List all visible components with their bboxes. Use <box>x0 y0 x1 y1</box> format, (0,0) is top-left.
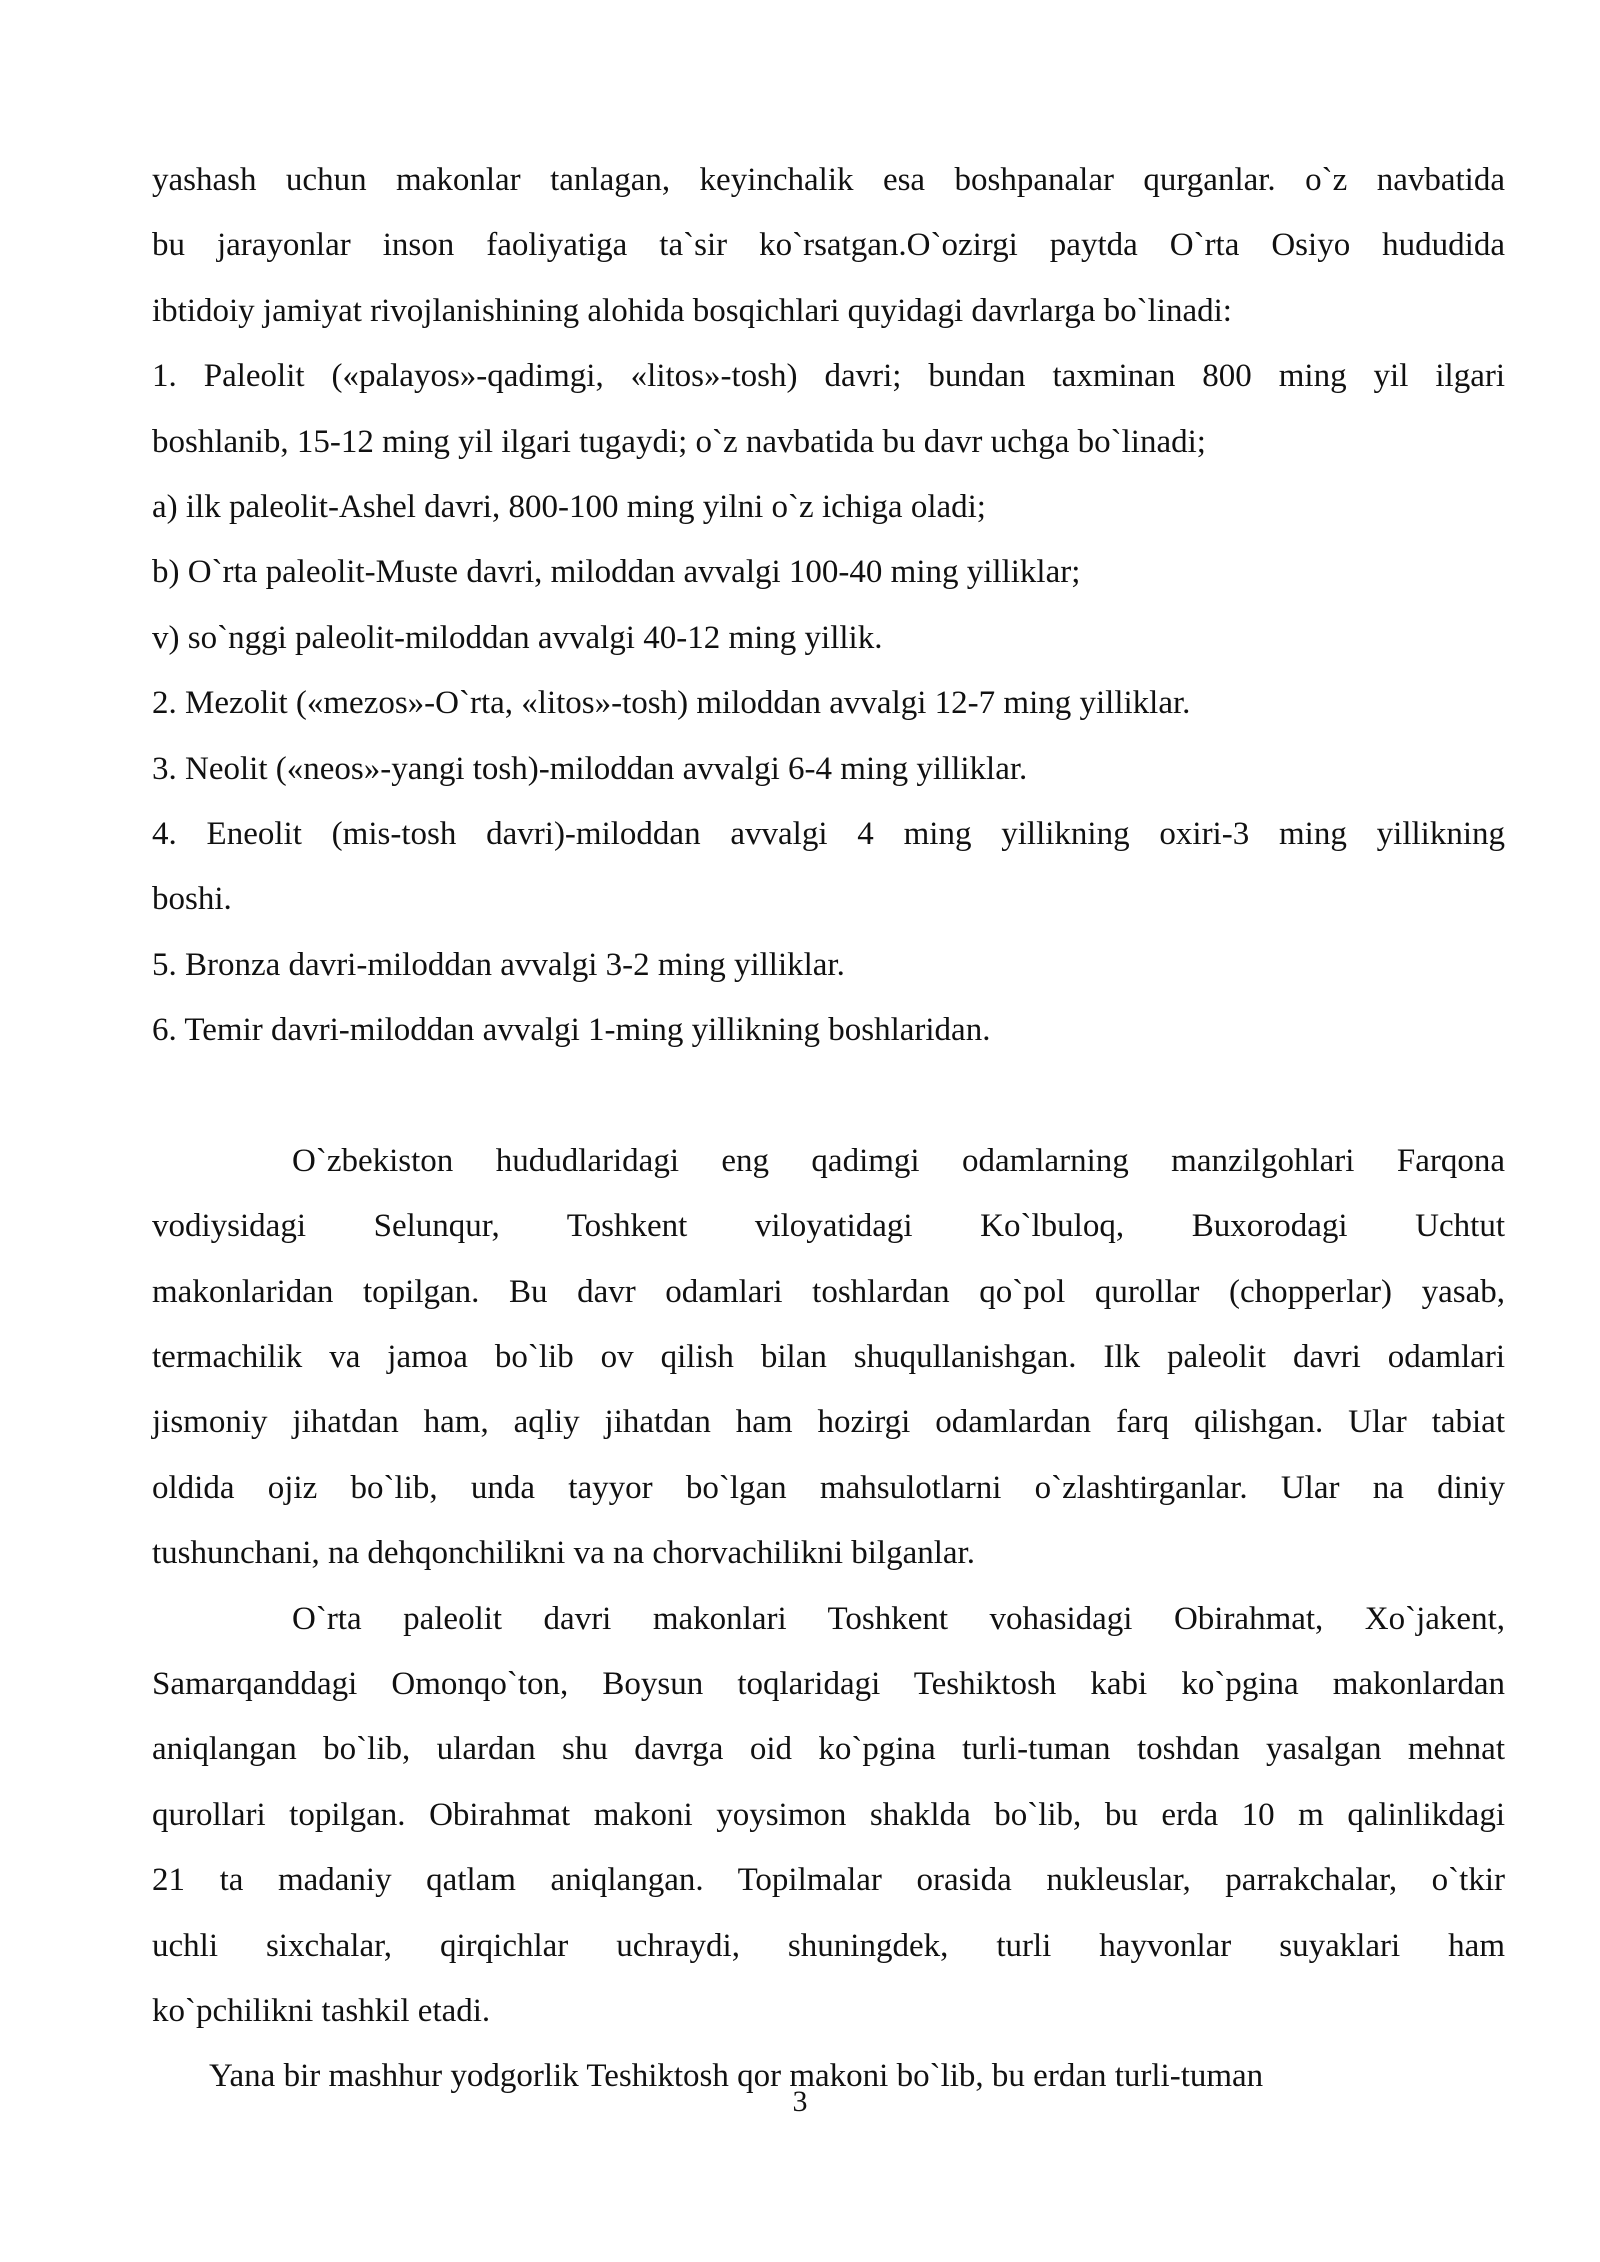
text-line: 4. Eneolit (mis-tosh davri)-miloddan avvalgi 4 ming yillikning oxiri-3 ming yillikning <box>152 815 1505 852</box>
blank-line <box>152 1063 1505 1128</box>
text-line: 6. Temir davri-miloddan avvalgi 1-ming yillikning boshlaridan. <box>152 1012 991 1049</box>
text-line: boshlanib, 15-12 ming yil ilgari tugaydi; o`z navbatida bu davr uchga bo`linadi; <box>152 423 1206 460</box>
text-line: ibtidoiy jamiyat rivojlanishining alohida bosqichlari quyidagi davrlarga bo`linadi: <box>152 292 1232 329</box>
text-line: boshi. <box>152 881 232 918</box>
text-line: a) ilk paleolit-Ashel davri, 800-100 ming yilni o`z ichiga oladi; <box>152 488 986 525</box>
text-line: 21 ta madaniy qatlam aniqlangan. Topilmalar orasida nukleuslar, parrakchalar, o`tkir <box>152 1862 1505 1899</box>
text-line: 5. Bronza davri-miloddan avvalgi 3-2 ming yilliklar. <box>152 946 845 983</box>
text-line: 1. Paleolit («palayos»-qadimgi, «litos»-tosh) davri; bundan taxminan 800 ming yil ilgari <box>152 358 1505 395</box>
text-line: termachilik va jamoa bo`lib ov qilish bilan shuqullanishgan. Ilk paleolit davri odamlari <box>152 1339 1505 1376</box>
text-line: 3. Neolit («neos»-yangi tosh)-miloddan avvalgi 6-4 ming yilliklar. <box>152 750 1028 787</box>
text-line: Samarqanddagi Omonqo`ton, Boysun toqlaridagi Teshiktosh kabi ko`pgina makonlardan <box>152 1665 1505 1702</box>
text-line: makonlaridan topilgan. Bu davr odamlari toshlardan qo`pol qurollar (chopperlar) yasab, <box>152 1273 1505 1310</box>
text-line: oldida ojiz bo`lib, unda tayyor bo`lgan mahsulotlarni o`zlashtirganlar. Ular na diniy <box>152 1469 1505 1506</box>
text-line: Yana bir mashhur yodgorlik Teshiktosh qor makoni bo`lib, bu erdan turli-tuman <box>209 2058 1264 2095</box>
text-line: qurollari topilgan. Obirahmat makoni yoysimon shaklda bo`lib, bu erda 10 m qalinlikdagi <box>152 1796 1505 1833</box>
text-line: aniqlangan bo`lib, ulardan shu davrga oid ko`pgina turli-tuman toshdan yasalgan mehnat <box>152 1731 1505 1768</box>
text-line: b) O`rta paleolit-Muste davri, miloddan avvalgi 100-40 ming yilliklar; <box>152 554 1081 591</box>
page-number: 3 <box>792 2085 808 2118</box>
text-line: vodiysidagi Selunqur, Toshkent viloyatidagi Ko`lbuloq, Buxorodagi Uchtut <box>152 1208 1505 1245</box>
text-line: ko`pchilikni tashkil etadi. <box>152 1992 491 2029</box>
text-line: uchli sixchalar, qirqichlar uchraydi, shuningdek, turli hayvonlar suyaklari ham <box>152 1927 1505 1964</box>
body-text <box>152 148 1505 2110</box>
text-line: yashash uchun makonlar tanlagan, keyinchalik esa boshpanalar qurganlar. o`z navbatida <box>152 162 1505 198</box>
text-line: 2. Mezolit («mezos»-O`rta, «litos»-tosh) miloddan avvalgi 12-7 ming yilliklar. <box>152 685 1191 722</box>
text-line: tushunchani, na dehqonchilikni va na chorvachilikni bilganlar. <box>152 1535 975 1572</box>
text-line: jismoniy jihatdan ham, aqliy jihatdan ham hozirgi odamlardan farq qilishgan. Ular tabiat <box>152 1404 1505 1441</box>
text-line: v) so`nggi paleolit-miloddan avvalgi 40-12 ming yillik. <box>152 619 883 656</box>
text-line: bu jarayonlar inson faoliyatiga ta`sir ko`rsatgan.O`ozirgi paytda O`rta Osiyo hududida <box>152 227 1505 264</box>
text-line: O`zbekiston hududlaridagi eng qadimgi odamlarning manzilgohlari Farqona <box>292 1142 1505 1179</box>
text-line: O`rta paleolit davri makonlari Toshkent vohasidagi Obirahmat, Xo`jakent, <box>292 1600 1505 1637</box>
